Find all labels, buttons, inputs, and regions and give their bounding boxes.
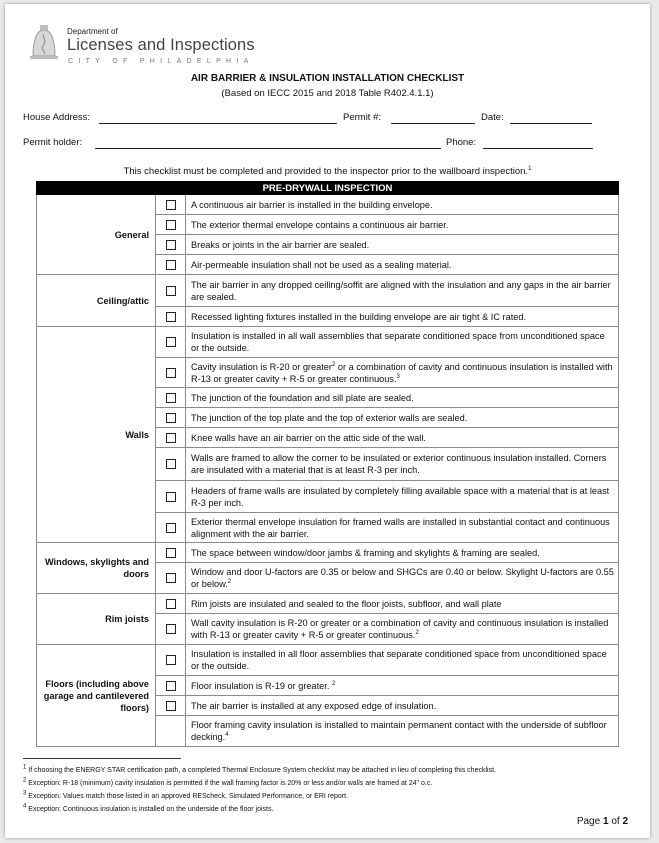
checkbox[interactable] xyxy=(166,393,176,403)
checkbox[interactable] xyxy=(166,492,176,502)
checklist-item: Headers of frame walls are insulated by completely filling available space with a material that is at least R-3 per inch. xyxy=(186,481,619,513)
footnotes xyxy=(23,764,496,816)
checklist-item: Floor insulation is R-19 or greater. $^2$ xyxy=(186,676,619,696)
checklist-item: Wall cavity insulation is R-20 or greater or a combination of cavity and continuous insulation is installed with R-13 or greater cavity + R-5 or greater continuous.$^2$ xyxy=(186,614,619,645)
category-ceiling-attic: Ceiling/attic xyxy=(37,275,156,327)
checkbox[interactable] xyxy=(166,433,176,443)
checklist-item: Air-permeable insulation shall not be used as a sealing material. xyxy=(186,255,619,275)
checklist-item: Cavity insulation is R-20 or greater$^2$ or a combination of cavity and continuous insulation is installed with R-13 or greater cavity + R-5 or greater continuous.$^3$ xyxy=(186,358,619,388)
category-walls: Walls xyxy=(37,327,156,543)
city-name: CITY OF PHILADELPHIA xyxy=(68,58,254,65)
department-label: Department of xyxy=(67,27,118,36)
checkbox[interactable] xyxy=(166,220,176,230)
house-address-label: House Address: xyxy=(23,112,91,123)
phone-label: Phone: xyxy=(446,137,477,148)
permit-holder-label: Permit holder: xyxy=(23,137,83,148)
checkbox[interactable] xyxy=(166,312,176,322)
section-header: PRE-DRYWALL INSPECTION xyxy=(37,182,619,195)
checklist-item: Floor framing cavity insulation is installed to maintain permanent contact with the underside of subfloor decking.$^4$ xyxy=(186,716,619,747)
date-field[interactable] xyxy=(510,123,592,124)
category-general: General xyxy=(37,195,156,275)
permit-number-field[interactable] xyxy=(391,123,475,124)
checklist-item: The air barrier in any dropped ceiling/soffit are aligned with the insulation and any gaps in the air barrier are sealed. xyxy=(186,275,619,307)
checklist-item: Knee walls have an air barrier on the attic side of the wall. xyxy=(186,428,619,448)
checklist-item: The air barrier is installed at any exposed edge of insulation. xyxy=(186,696,619,716)
checklist-item: A continuous air barrier is installed in the building envelope. xyxy=(186,195,619,215)
checkbox[interactable] xyxy=(166,655,176,665)
checkbox[interactable] xyxy=(166,240,176,250)
category-floors: Floors (including above garage and cantilevered floors) xyxy=(37,645,156,747)
checkbox[interactable] xyxy=(166,599,176,609)
footnote-1: $^1$ If choosing the ENERGY STAR certification path, a completed Thermal Enclosure System checklist may be attached in lieu of completing this checklist. xyxy=(23,764,496,774)
checkbox[interactable] xyxy=(166,459,176,469)
checkbox[interactable] xyxy=(166,548,176,558)
checkbox[interactable] xyxy=(166,624,176,634)
checkbox[interactable] xyxy=(166,368,176,378)
checklist-item: Insulation is installed in all floor assemblies that separate conditioned space from unconditioned space or the outside. xyxy=(186,645,619,676)
checkbox[interactable] xyxy=(166,681,176,691)
checklist-item: Breaks or joints in the air barrier are sealed. xyxy=(186,235,619,255)
checkbox[interactable] xyxy=(166,413,176,423)
category-rim-joists: Rim joists xyxy=(37,594,156,645)
checkbox[interactable] xyxy=(166,523,176,533)
footnote-2: $^2$ Exception: R-18 (minimum) cavity insulation is permitted if the wall framing factor is 20% or less and/or walls are framed at 24" o.c. xyxy=(23,777,433,787)
permit-number-label: Permit #: xyxy=(343,112,382,123)
page-subtitle: (Based on IECC 2015 and 2018 Table R402.4.1.1) xyxy=(221,88,434,99)
footnote-3: $^3$ Exception: Values match those listed in an approved REScheck, Simulated Performance, or ERI report. xyxy=(23,790,348,800)
checklist-item: The junction of the top plate and the top of exterior walls are sealed. xyxy=(186,408,619,428)
checklist-item: The junction of the foundation and sill plate are sealed. xyxy=(186,388,619,408)
empty-checkbox-cell xyxy=(156,716,186,747)
checkbox[interactable] xyxy=(166,260,176,270)
instruction-text: This checklist must be completed and provided to the inspector prior to the wallboard inspection.$^1$ xyxy=(123,165,532,177)
checkbox[interactable] xyxy=(166,286,176,296)
agency-name: Licenses and Inspections xyxy=(67,36,255,54)
date-label: Date: xyxy=(481,112,504,123)
checkbox[interactable] xyxy=(166,573,176,583)
checklist-item: Insulation is installed in all wall assemblies that separate conditioned space from unconditioned space or the outside. xyxy=(186,327,619,358)
checkbox[interactable] xyxy=(166,337,176,347)
checklist-item: The space between window/door jambs & framing and skylights & framing are sealed. xyxy=(186,543,619,563)
footnote-divider xyxy=(23,758,181,759)
category-windows-skylights-doors: Windows, skylights and doors xyxy=(37,543,156,594)
checklist-item: Rim joists are insulated and sealed to the floor joists, subfloor, and wall plate xyxy=(186,594,619,614)
agency-logo xyxy=(27,18,267,74)
page-number: Page 1 of 2 xyxy=(576,816,628,827)
checkbox[interactable] xyxy=(166,701,176,711)
page-title: AIR BARRIER & INSULATION INSTALLATION CHECKLIST xyxy=(190,73,465,84)
checklist-item: Exterior thermal envelope insulation for framed walls are installed in substantial contact and continuous alignment with the air barrier. xyxy=(186,513,619,543)
permit-holder-field[interactable] xyxy=(95,148,441,149)
checklist-item: Walls are framed to allow the corner to be insulated or exterior continuous insulation installed. Corners are insulated with a material that is at least R-3 per inch. xyxy=(186,448,619,481)
footnote-4: $^4$ Exception: Continuous insulation is installed on the underside of the floor joists. xyxy=(23,803,274,813)
checklist-page xyxy=(5,4,650,838)
checklist-item: Recessed lighting fixtures installed in the building envelope are air tight & IC rated. xyxy=(186,307,619,327)
checklist-item: The exterior thermal envelope contains a continuous air barrier. xyxy=(186,215,619,235)
checkbox[interactable] xyxy=(166,200,176,210)
liberty-bell-icon xyxy=(27,22,61,62)
house-address-field[interactable] xyxy=(99,123,337,124)
checklist-item: Window and door U-factors are 0.35 or below and SHGCs are 0.40 or below. Skylight U-factors are 0.55 or below.$^2$ xyxy=(186,563,619,594)
phone-field[interactable] xyxy=(483,148,593,149)
checklist-table xyxy=(36,181,619,747)
